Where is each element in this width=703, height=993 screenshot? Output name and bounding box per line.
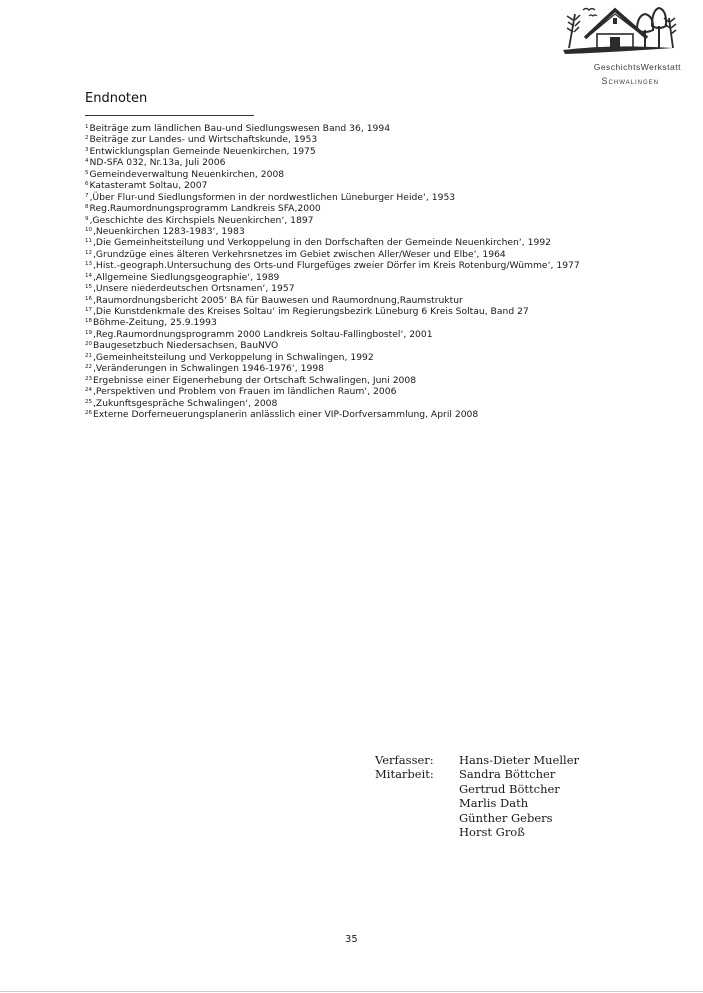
- endnote-text: ‚Perspektiven und Problem von Frauen im ländlichen Raum‘, 2006: [93, 386, 397, 398]
- endnote-number: 20: [85, 341, 92, 348]
- endnote-text: Reg.Raumordnungsprogramm Landkreis SFA,2000: [89, 203, 321, 215]
- collaborator-row: [375, 767, 579, 781]
- endnote-number: 1: [85, 124, 89, 130]
- endnote-number: 19: [85, 329, 92, 336]
- endnote-item: [85, 202, 645, 213]
- endnote-item: [85, 168, 645, 179]
- endnote-text: Beiträge zur Landes- und Wirtschaftskunde, 1953: [89, 134, 318, 146]
- page-number: 35: [345, 934, 358, 945]
- collaborator-name: Gertrud Böttcher: [459, 781, 560, 796]
- endnote-item: [85, 351, 645, 362]
- endnote-text: ‚Neuenkirchen 1283-1983‘, 1983: [93, 225, 245, 237]
- collaborator-label: Mitarbeit:: [375, 767, 434, 782]
- title-underline: [85, 115, 254, 116]
- endnote-item: [85, 259, 645, 270]
- endnote-item: [85, 294, 645, 305]
- endnote-number: 23: [85, 375, 92, 382]
- collaborator-row: [375, 825, 579, 839]
- endnote-text: ‚Über Flur-und Siedlungsformen in der nordwestlichen Lüneburger Heide‘, 1953: [89, 191, 456, 203]
- logo-text-line2: Schwalingen: [601, 76, 659, 86]
- collaborator-row: [375, 782, 579, 796]
- endnote-text: Böhme-Zeitung, 25.9.1993: [93, 317, 217, 329]
- endnote-text: ‚Die Kunstdenkmale des Kreises Soltau‘ im Regierungsbezirk Lüneburg 6 Kreis Soltau, Band 27: [93, 306, 529, 317]
- endnotes-list: [85, 122, 645, 419]
- endnote-item: [85, 214, 645, 225]
- endnote-item: [85, 385, 645, 396]
- village-house-logo-icon: [555, 4, 683, 60]
- endnote-item: [85, 225, 645, 236]
- endnote-item: [85, 282, 645, 293]
- endnote-text: Externe Dorferneuerungsplanerin anlässlich einer VIP-Dorfversammlung, April 2008: [93, 408, 479, 420]
- collaborator-row: [375, 796, 579, 810]
- endnote-text: Entwicklungsplan Gemeinde Neuenkirchen, 1975: [89, 145, 316, 157]
- endnote-number: 2: [85, 135, 89, 142]
- endnote-number: 9: [85, 215, 89, 222]
- endnote-item: [85, 248, 645, 259]
- author-label: Verfasser:: [375, 753, 434, 767]
- endnote-text: ND-SFA 032, Nr.13a, Juli 2006: [89, 157, 226, 169]
- endnote-number: 10: [85, 226, 92, 233]
- endnote-text: Ergebnisse einer Eigenerhebung der Ortschaft Schwalingen, Juni 2008: [93, 374, 417, 386]
- endnote-text: ‚Allgemeine Siedlungsgeographie‘, 1989: [93, 271, 280, 283]
- endnote-text: ‚Zukunftsgespräche Schwalingen‘, 2008: [93, 397, 278, 409]
- endnote-text: ‚Raumordnungsbericht 2005‘ BA für Bauwesen und Raumordnung,Raumstruktur: [93, 294, 463, 306]
- endnote-number: 26: [85, 409, 92, 416]
- endnote-number: 25: [85, 398, 92, 405]
- endnote-text: ‚Geschichte des Kirchspiels Neuenkirchen‘, 1897: [89, 214, 314, 226]
- endnote-text: ‚Reg.Raumordnungsprogramm 2000 Landkreis Soltau-Fallingbostel‘, 2001: [93, 328, 433, 340]
- endnote-text: Baugesetzbuch Niedersachsen, BauNVO: [93, 340, 279, 352]
- endnote-item: [85, 179, 645, 190]
- endnote-item: [85, 362, 645, 373]
- collaborator-name: Günther Gebers: [459, 810, 553, 825]
- endnote-number: 13: [85, 261, 92, 268]
- collaborator-name: Horst Groß: [459, 824, 525, 839]
- endnote-number: 18: [85, 318, 92, 325]
- endnote-item: [85, 145, 645, 156]
- endnote-item: [85, 397, 645, 408]
- collaborator-row: [375, 811, 579, 825]
- page-bottom-border: [0, 991, 703, 992]
- endnote-text: ‚Grundzüge eines älteren Verkehrsnetzes im Gebiet zwischen Aller/Weser und Elbe‘, 1964: [93, 248, 506, 260]
- endnote-item: [85, 191, 645, 202]
- logo-text-line1: GeschichtsWerkstatt: [593, 62, 681, 72]
- endnote-item: [85, 271, 645, 282]
- endnote-number: 6: [85, 181, 89, 188]
- endnote-number: 15: [85, 284, 92, 291]
- endnote-item: [85, 316, 645, 327]
- endnote-number: 4: [85, 158, 89, 165]
- endnote-number: 11: [85, 238, 92, 245]
- endnote-item: [85, 156, 645, 167]
- endnote-number: 24: [85, 387, 92, 394]
- endnote-item: [85, 374, 645, 385]
- endnote-number: 3: [85, 146, 89, 153]
- endnote-number: 21: [85, 352, 92, 359]
- endnote-number: 5: [85, 169, 89, 176]
- endnote-item: [85, 305, 645, 316]
- endnote-text: ‚Die Gemeinheitsteilung und Verkoppelung in den Dorfschaften der Gemeinde Neuenkirchen‘, 1992: [93, 237, 552, 249]
- endnote-text: Katasteramt Soltau, 2007: [89, 180, 208, 192]
- logo: [553, 4, 683, 92]
- endnote-number: 14: [85, 272, 92, 279]
- endnote-text: ‚Gemeinheitsteilung und Verkoppelung in Schwalingen, 1992: [93, 351, 374, 363]
- collaborator-name: Sandra Böttcher: [459, 767, 556, 782]
- endnote-number: 16: [85, 295, 92, 302]
- endnote-text: ‚Unsere niederdeutschen Ortsnamen‘, 1957: [93, 283, 295, 295]
- endnote-number: 22: [85, 364, 92, 371]
- endnote-text: Gemeindeverwaltung Neuenkirchen, 2008: [89, 168, 285, 180]
- endnote-item: [85, 133, 645, 144]
- endnote-item: [85, 339, 645, 350]
- endnote-text: ‚Hist.-geograph.Untersuchung des Orts-und Flurgefüges zweier Dörfer im Kreis Rotenburg/Wümme‘, 1977: [93, 260, 580, 272]
- endnote-number: 7: [85, 192, 89, 199]
- page-title: Endnoten: [85, 91, 148, 106]
- endnote-text: Beiträge zum ländlichen Bau-und Siedlungswesen Band 36, 1994: [89, 123, 391, 134]
- endnote-number: 8: [85, 204, 89, 211]
- endnote-item: [85, 122, 645, 133]
- authors-block: [375, 753, 579, 839]
- endnote-text: ‚Veränderungen in Schwalingen 1946-1976‘, 1998: [93, 363, 325, 375]
- endnote-item: [85, 236, 645, 247]
- endnote-item: [85, 328, 645, 339]
- endnote-item: [85, 408, 645, 419]
- author-name: Hans-Dieter Mueller: [459, 753, 580, 767]
- author-row: [375, 753, 579, 767]
- endnote-number: 12: [85, 249, 92, 256]
- collaborator-name: Marlis Dath: [459, 796, 529, 811]
- endnote-number: 17: [85, 307, 92, 313]
